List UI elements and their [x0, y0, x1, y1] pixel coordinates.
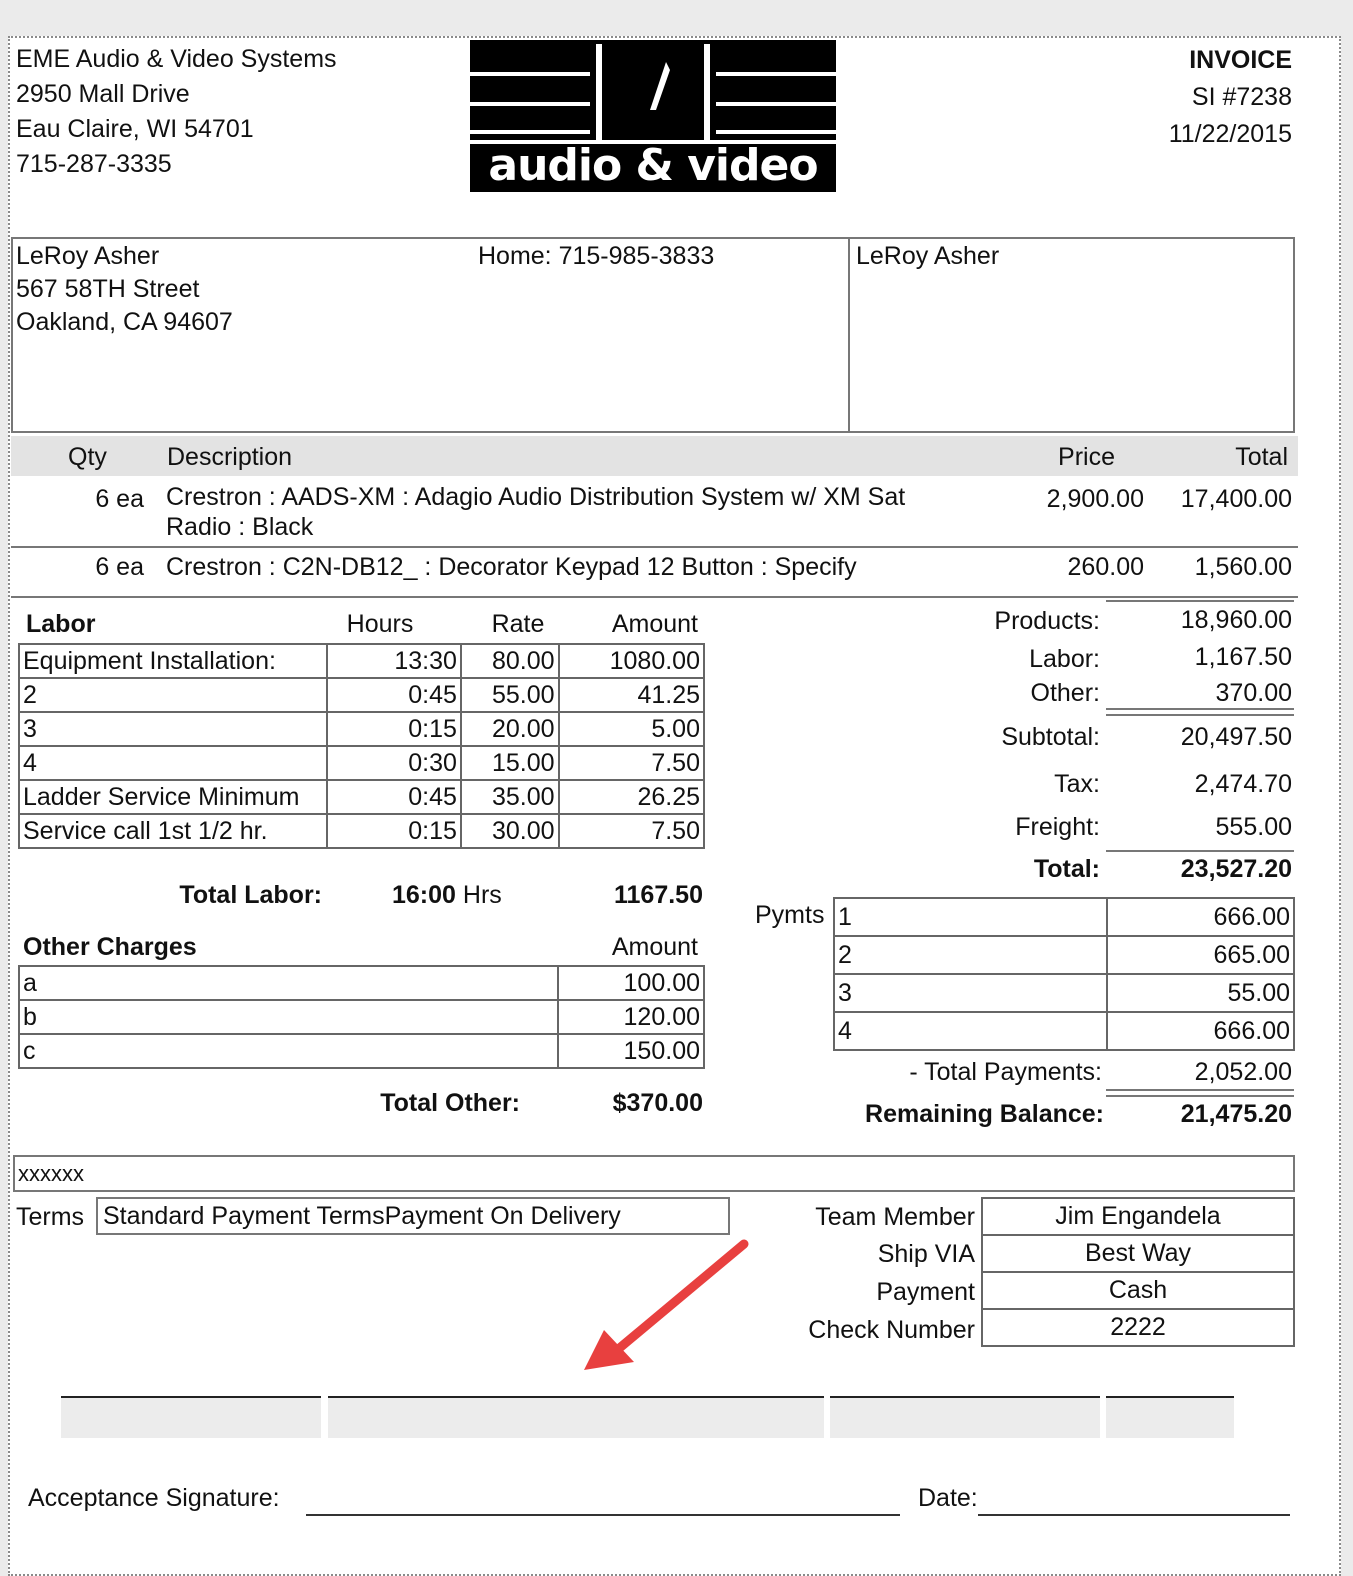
item-price: 260.00: [1067, 553, 1144, 581]
summary-other-label: Other:: [1030, 679, 1100, 707]
summary-rule: [1106, 714, 1294, 716]
acceptance-signature-label: Acceptance Signature:: [28, 1484, 280, 1512]
other-header-amount: Amount: [611, 933, 698, 961]
summary-rule: [1106, 600, 1294, 602]
summary-products: 18,960.00: [1180, 606, 1292, 634]
item-price: 2,900.00: [1046, 485, 1144, 513]
labor-total-hours: 16:00 Hrs: [392, 881, 502, 909]
item-qty: 6 ea: [95, 553, 144, 581]
table-row: Service call 1st 1/2 hr. 0:15 30.00 7.50: [19, 814, 704, 848]
table-row: 3 0:15 20.00 5.00: [19, 712, 704, 746]
item-description: Crestron : C2N-DB12_ : Decorator Keypad 12 Button : Specify: [166, 553, 857, 581]
item-divider: [11, 546, 1298, 548]
bill-to-city: Oakland, CA 94607: [16, 308, 233, 336]
summary-total-label: Total:: [1033, 855, 1100, 883]
other-total-amount: $370.00: [612, 1089, 703, 1117]
ship-to-name: LeRoy Asher: [856, 242, 1000, 270]
items-header-description: Description: [167, 443, 293, 471]
table-row: 3 55.00: [834, 974, 1294, 1012]
other-title: Other Charges: [23, 933, 197, 961]
table-row: [982, 1272, 1294, 1309]
other-total-label: Total Other:: [380, 1089, 520, 1117]
payments-label: Pymts: [755, 901, 825, 929]
check-number-value: 2222: [982, 1309, 1294, 1346]
table-row: [982, 1309, 1294, 1346]
invoice-title: INVOICE: [1189, 46, 1292, 74]
company-phone: 715-287-3335: [16, 150, 172, 178]
empty-field: [830, 1396, 1100, 1438]
notes-field: xxxxxx: [13, 1155, 1295, 1192]
table-row: 2 665.00: [834, 936, 1294, 974]
labor-total-label: Total Labor:: [179, 881, 322, 909]
invoice-number: SI #7238: [1191, 83, 1292, 111]
company-name: EME Audio & Video Systems: [16, 45, 337, 73]
empty-field: [61, 1396, 321, 1438]
labor-header-hours: Hours: [346, 610, 414, 638]
terms-field: Standard Payment TermsPayment On Delivery: [96, 1197, 730, 1235]
summary-labor-label: Labor:: [1029, 645, 1100, 673]
item-qty: 6 ea: [95, 485, 144, 513]
empty-field: [1106, 1396, 1234, 1438]
items-header-total: Total: [1235, 443, 1288, 471]
item-total: 1,560.00: [1194, 553, 1292, 581]
bill-to-street: 567 58TH Street: [16, 275, 200, 303]
bill-to-name: LeRoy Asher: [16, 242, 160, 270]
table-row: c 150.00: [19, 1034, 704, 1068]
table-row: 4 0:30 15.00 7.50: [19, 746, 704, 780]
other-table: [18, 965, 705, 1069]
item-total: 17,400.00: [1180, 485, 1292, 513]
info-table: [981, 1197, 1295, 1347]
items-header-qty: Qty: [68, 443, 107, 471]
table-row: b 120.00: [19, 1000, 704, 1034]
labor-header-amount: Amount: [611, 610, 698, 638]
balance-amount: 21,475.20: [1180, 1100, 1292, 1128]
table-row: [982, 1235, 1294, 1272]
labor-header-rate: Rate: [491, 610, 545, 638]
labor-table: [18, 643, 705, 849]
annotation-arrow-icon: [570, 1230, 760, 1380]
invoice-date: 11/22/2015: [1168, 120, 1292, 148]
summary-tax: 2,474.70: [1194, 770, 1292, 798]
summary-freight: 555.00: [1215, 813, 1292, 841]
terms-label: Terms: [16, 1203, 85, 1231]
summary-tax-label: Tax:: [1054, 770, 1100, 798]
balance-label: Remaining Balance:: [865, 1100, 1104, 1128]
company-logo: [470, 40, 836, 192]
table-row: 1 666.00: [834, 898, 1294, 936]
payments-total-label: - Total Payments:: [909, 1058, 1102, 1086]
check-number-label: Check Number: [808, 1316, 975, 1344]
company-block: [16, 42, 337, 182]
bill-to-phone: Home: 715-985-3833: [478, 242, 715, 270]
table-row: 4 666.00: [834, 1012, 1294, 1050]
summary-rule: [1106, 708, 1294, 710]
invoice-info: [1000, 42, 1292, 153]
ship-via-label: Ship VIA: [877, 1240, 975, 1268]
labor-total-amount: 1167.50: [614, 881, 703, 909]
address-divider: [848, 239, 850, 431]
date-label: Date:: [918, 1484, 978, 1512]
company-city: Eau Claire, WI 54701: [16, 115, 254, 143]
bill-to: [16, 240, 233, 339]
summary-labor: 1,167.50: [1194, 643, 1292, 671]
summary-freight-label: Freight:: [1015, 813, 1100, 841]
empty-field: [328, 1396, 824, 1438]
summary-subtotal-label: Subtotal:: [1001, 723, 1100, 751]
signature-line[interactable]: [306, 1514, 900, 1516]
date-line[interactable]: [978, 1514, 1290, 1516]
summary-rule: [1106, 850, 1294, 852]
table-row: Equipment Installation: 13:30 80.00 1080.00: [19, 644, 704, 678]
payments-table: [833, 897, 1295, 1051]
summary-other: 370.00: [1215, 679, 1292, 707]
items-end-divider: [11, 596, 1298, 598]
summary-total: 23,527.20: [1180, 855, 1292, 883]
payments-rule: [1106, 1089, 1294, 1091]
table-row: [982, 1198, 1294, 1235]
team-member-value: Jim Engandela: [982, 1198, 1294, 1235]
labor-title: Labor: [26, 610, 96, 638]
table-row: Ladder Service Minimum 0:45 35.00 26.25: [19, 780, 704, 814]
payment-label: Payment: [876, 1278, 975, 1306]
logo-tagline: audio & video: [488, 140, 818, 191]
ship-via-value: Best Way: [982, 1235, 1294, 1272]
summary-products-label: Products:: [994, 607, 1100, 635]
team-member-label: Team Member: [815, 1203, 975, 1231]
items-header-price: Price: [1058, 443, 1115, 471]
table-row: a 100.00: [19, 966, 704, 1000]
payment-value: Cash: [982, 1272, 1294, 1309]
summary-subtotal: 20,497.50: [1180, 723, 1292, 751]
table-row: 2 0:45 55.00 41.25: [19, 678, 704, 712]
item-description: Crestron : AADS-XM : Adagio Audio Distribution System w/ XM Sat Radio : Black: [166, 483, 906, 541]
company-address: 2950 Mall Drive: [16, 80, 190, 108]
payments-total: 2,052.00: [1194, 1058, 1292, 1086]
